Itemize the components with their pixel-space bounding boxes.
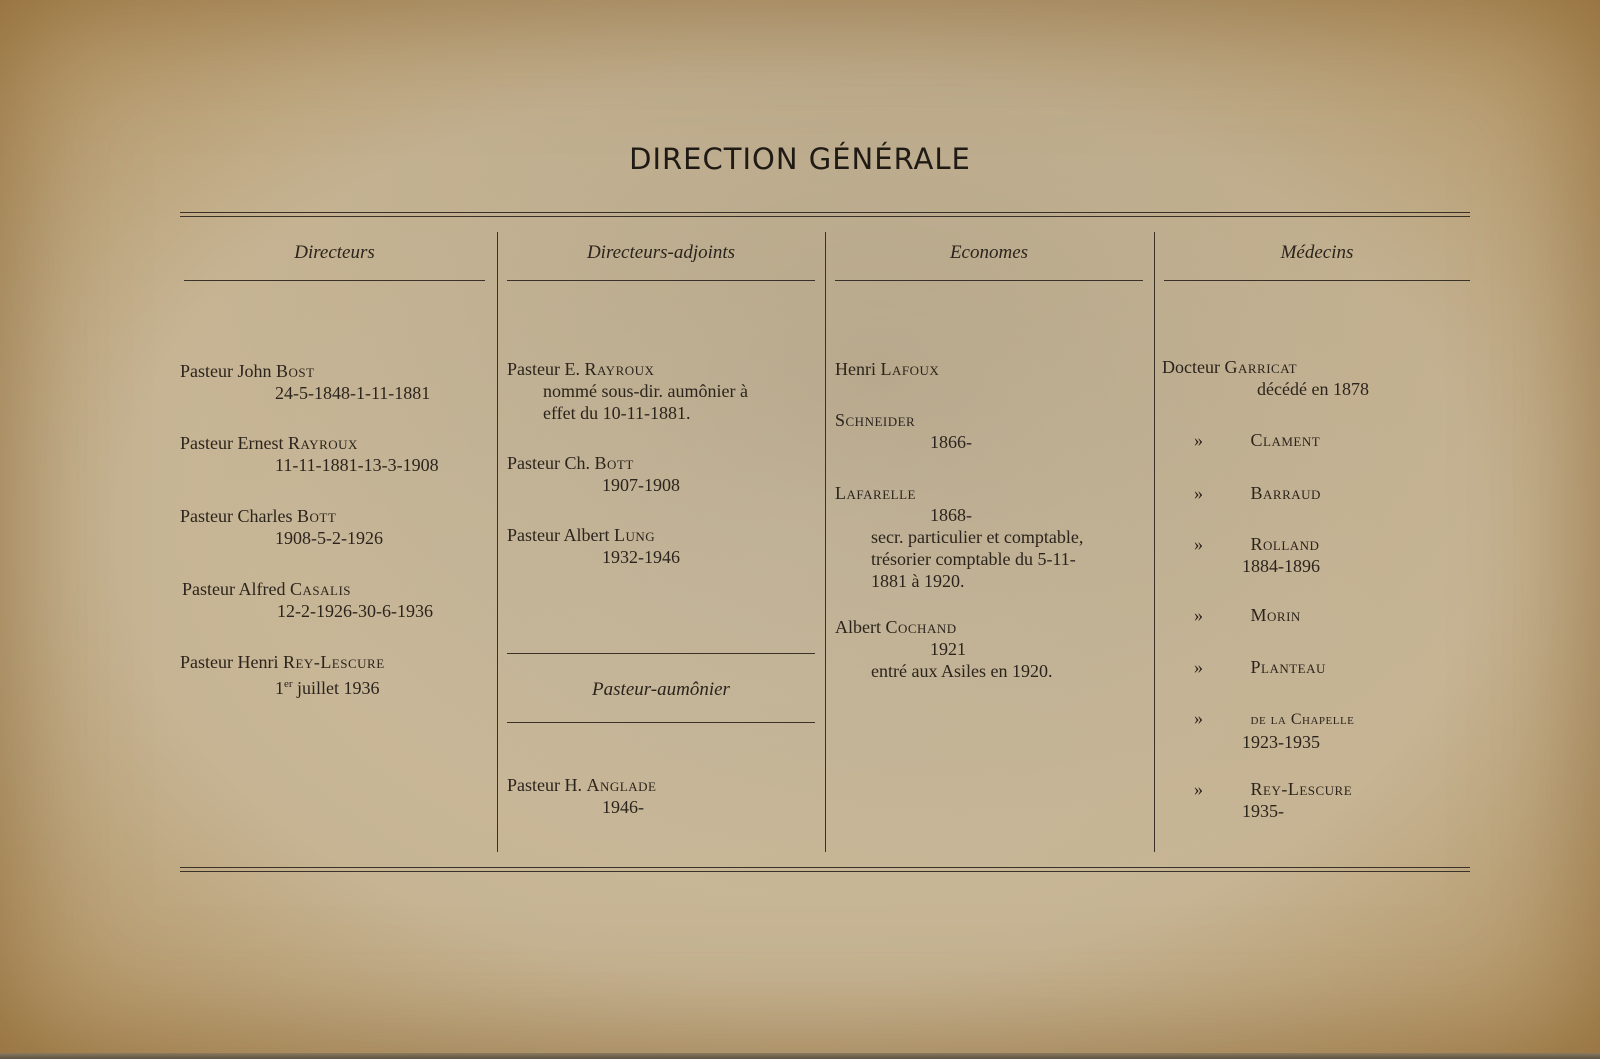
entry-last-name: Planteau [1250, 657, 1326, 677]
column-header-economes: Economes [835, 232, 1143, 281]
entry-title: Pasteur [180, 433, 233, 453]
column-header-adjoints: Directeurs-adjoints [507, 232, 815, 281]
medecin-entry-first [1162, 356, 1369, 400]
entry-note: secr. particulier et comptable, [871, 527, 1084, 547]
medecin-entry-5 [1164, 656, 1326, 678]
directeur-entry-2 [180, 432, 439, 476]
entry-dates: 12-2-1926-30-6-1936 [277, 601, 433, 621]
entry-last-name: Rolland [1250, 534, 1320, 554]
entry-last-name: Morin [1250, 605, 1301, 625]
ditto-mark: » [1194, 605, 1203, 625]
entry-title: Pasteur [182, 579, 235, 599]
entry-last-name: Rey-Lescure [1250, 779, 1353, 799]
entry-dates: 1908-5-2-1926 [275, 528, 383, 548]
entry-note: effet du 10-11-1881. [543, 403, 691, 423]
entry-dates: 1946- [602, 797, 644, 817]
medecin-entry-3 [1164, 533, 1320, 577]
page-title: DIRECTION GÉNÉRALE [629, 142, 971, 176]
ditto-mark: » [1194, 483, 1203, 503]
entry-note: 1881 à 1920. [871, 571, 965, 591]
entry-last-name: Schneider [835, 410, 916, 430]
econome-entry-3 [835, 482, 1083, 592]
ditto-mark: » [1194, 657, 1203, 677]
entry-note: nommé sous-dir. aumônier à [543, 381, 748, 401]
entry-title: Pasteur [180, 506, 233, 526]
entry-first-name: John [237, 361, 272, 381]
entry-first-name: Henri [237, 652, 279, 672]
entry-name: Pasteur E. [507, 359, 580, 379]
entry-name: Pasteur H. [507, 775, 582, 795]
entry-note: décédé en 1878 [1257, 379, 1369, 399]
entry-first-name: Albert [835, 617, 881, 637]
directeur-entry-3 [180, 505, 383, 549]
adjoint-entry-1 [507, 358, 748, 424]
entry-dates: 24-5-1848-1-11-1881 [275, 383, 431, 403]
entry-last-name: Clament [1250, 430, 1321, 450]
entry-note: trésorier comptable du 5-11- [871, 549, 1076, 569]
entry-first-name: Ernest [237, 433, 284, 453]
entry-last-name: Lafoux [880, 359, 940, 379]
medecin-entry-4 [1164, 604, 1301, 626]
entry-dates: 1884-1896 [1242, 556, 1320, 576]
column-directeurs [180, 232, 485, 698]
entry-last-name: Anglade [586, 775, 657, 795]
medecin-entry-6 [1164, 707, 1354, 753]
entry-dates: 11-11-1881-13-3-1908 [275, 455, 439, 475]
directeur-entry-5 [180, 651, 385, 699]
entry-dates: 1866- [930, 432, 972, 452]
page-bottom-edge [0, 1053, 1600, 1059]
column-divider-3 [1154, 232, 1155, 852]
entry-title: Pasteur [180, 652, 233, 672]
ditto-mark: » [1194, 430, 1203, 450]
medecin-entry-2 [1164, 482, 1321, 504]
bottom-double-rule [180, 867, 1470, 872]
econome-entry-2 [835, 409, 972, 453]
entry-last-name: Lung [613, 525, 656, 545]
entry-last-name: de la Chapelle [1250, 711, 1355, 728]
column-divider-2 [825, 232, 826, 852]
ditto-mark: » [1194, 534, 1203, 554]
entry-last-name: Casalis [290, 579, 352, 599]
column-header-medecins: Médecins [1164, 232, 1470, 281]
econome-entry-4 [835, 616, 1052, 682]
sub-header-pasteur-aumonier: Pasteur-aumônier [592, 679, 730, 700]
entry-last-name: Rayroux [287, 433, 358, 453]
column-divider-1 [497, 232, 498, 852]
econome-entry-1 [835, 358, 939, 380]
entry-last-name: Barraud [1250, 483, 1321, 503]
entry-note: entré aux Asiles en 1920. [871, 661, 1053, 681]
medecin-entry-7 [1164, 778, 1352, 822]
adjoint-entry-3 [507, 524, 680, 568]
entry-last-name: Bott [594, 453, 634, 473]
column-economes [835, 232, 1143, 681]
entry-dates-ordinal: er [284, 678, 293, 690]
entry-last-name: Rayroux [584, 359, 655, 379]
entry-title: Docteur [1162, 357, 1220, 377]
sub-section-rule-bottom [507, 722, 815, 723]
entry-dates: 1923-1935 [1242, 732, 1320, 752]
entry-first-name: Alfred [238, 579, 286, 599]
aumonier-entry [507, 774, 656, 818]
entry-last-name: Garricat [1224, 357, 1298, 377]
entry-last-name: Bost [276, 361, 315, 381]
directeur-entry-4 [182, 578, 433, 622]
top-double-rule [180, 212, 1470, 217]
entry-dates: 1907-1908 [602, 475, 680, 495]
entry-dates: 1868- [930, 505, 972, 525]
entry-first-name: Charles [237, 506, 293, 526]
entry-last-name: Lafarelle [835, 483, 916, 503]
entry-dates: 1932-1946 [602, 547, 680, 567]
column-medecins [1162, 232, 1470, 821]
entry-dates: 1935- [1242, 801, 1284, 821]
column-adjoints [507, 232, 815, 817]
sub-section-rule-top [507, 653, 815, 654]
column-header-directeurs: Directeurs [184, 232, 485, 281]
medecin-entry-1 [1164, 429, 1320, 451]
entry-name: Pasteur Ch. [507, 453, 590, 473]
directeur-entry-1 [180, 360, 430, 404]
entry-dates: juillet 1936 [297, 678, 380, 698]
ditto-mark: » [1194, 708, 1203, 728]
adjoint-entry-2 [507, 452, 680, 496]
entry-name: Pasteur Albert [507, 525, 610, 545]
entry-last-name: Rey-Lescure [282, 652, 385, 672]
entry-last-name: Bott [296, 506, 337, 526]
entry-dates-day: 1 [275, 678, 284, 698]
entry-first-name: Henri [835, 359, 876, 379]
ditto-mark: » [1194, 779, 1203, 799]
entry-title: Pasteur [180, 361, 233, 381]
entry-dates: 1921 [930, 639, 966, 659]
entry-last-name: Cochand [885, 617, 957, 637]
